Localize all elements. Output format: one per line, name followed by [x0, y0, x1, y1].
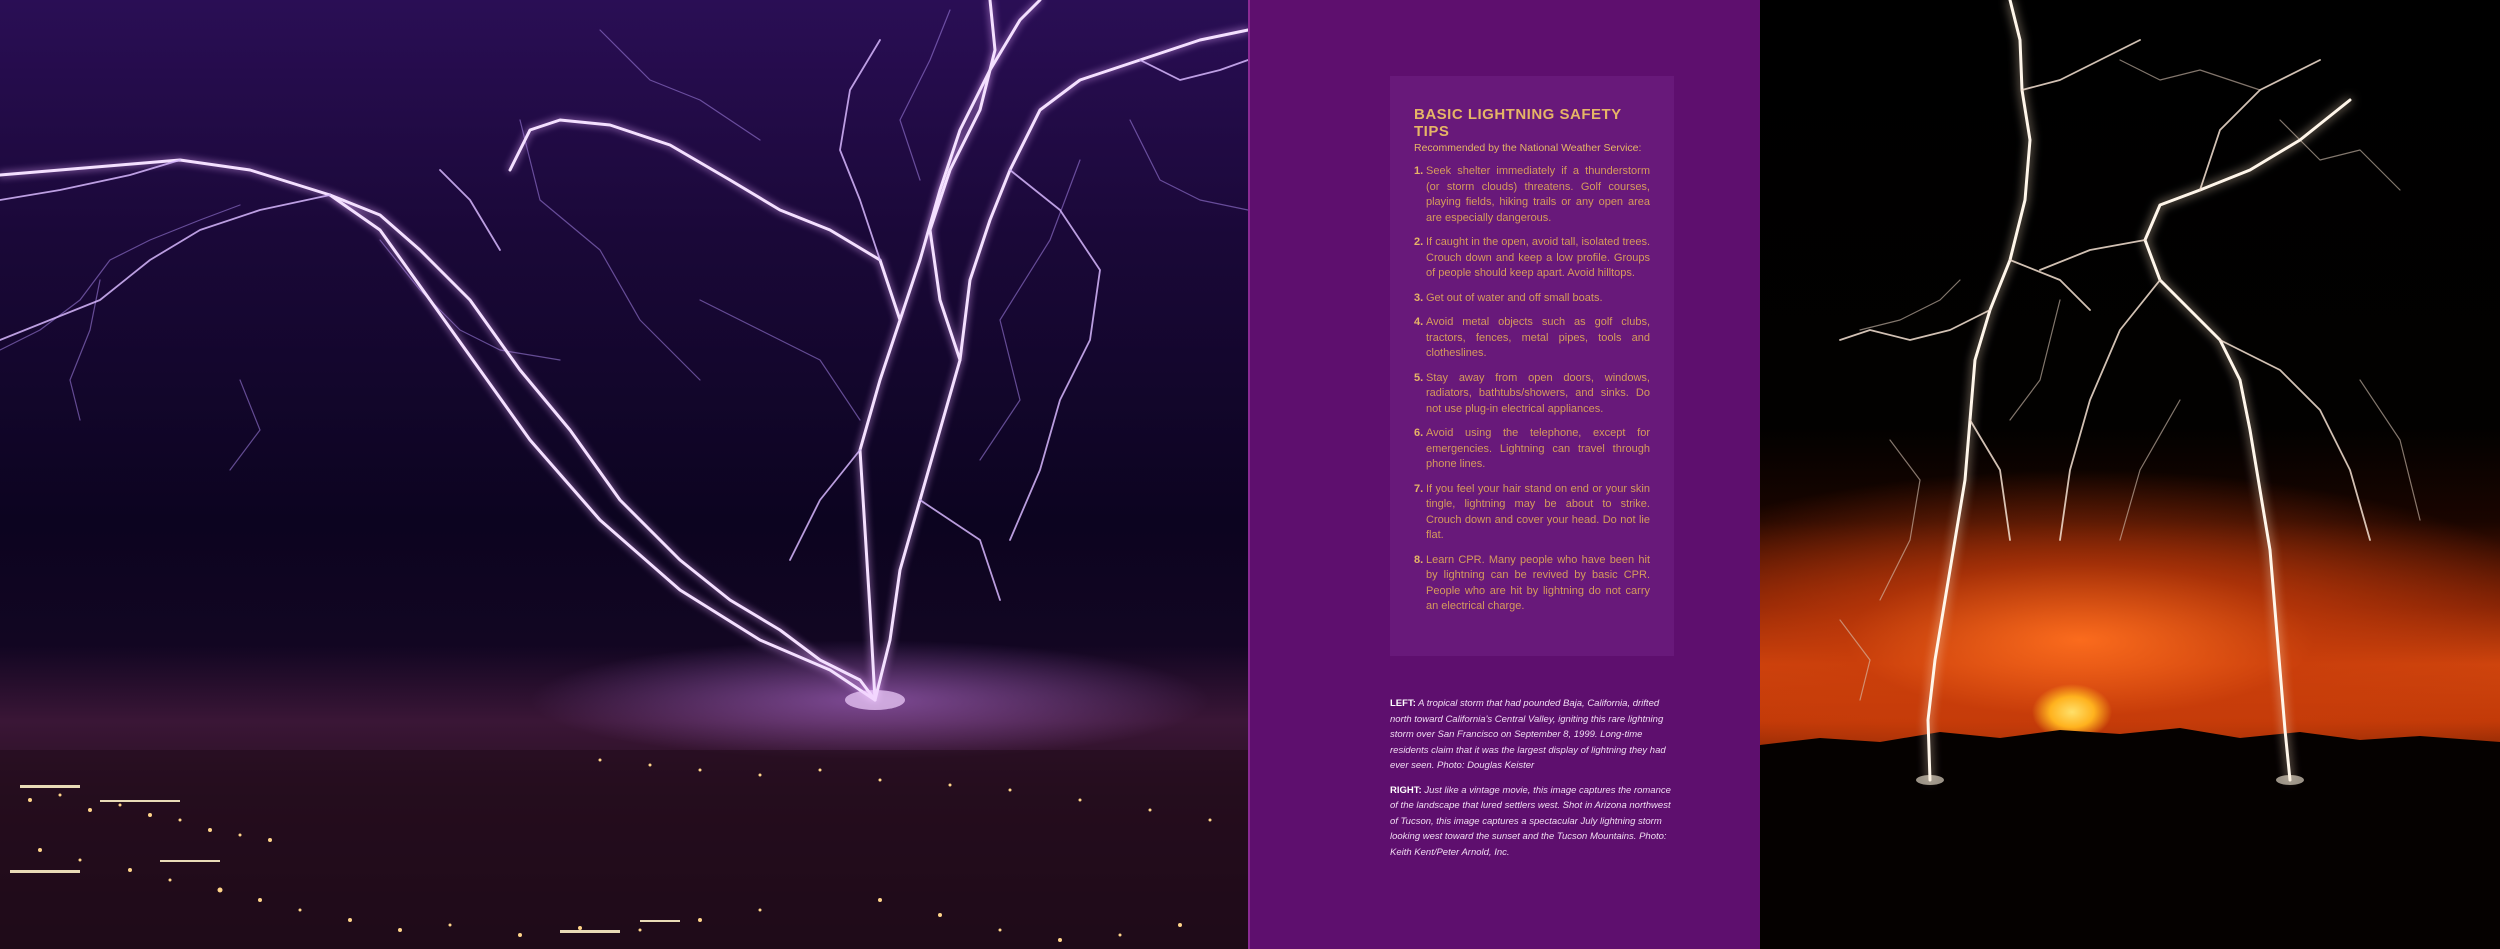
tip-text: Avoid using the telephone, except for emergencies. Lightning can travel through phone lines. [1426, 427, 1650, 470]
caption-left [1390, 696, 1672, 774]
tip-number: 8. [1414, 553, 1424, 566]
tip-text: If you feel your hair stand on end or your skin tingle, lightning may be about to strike. Crouch down and cover your head. Do not lie flat. [1426, 482, 1650, 541]
tip-text: Get out of water and off small boats. [1426, 291, 1603, 304]
bolt-center-up [875, 30, 1248, 700]
tip-text: If caught in the open, avoid tall, isolated trees. Crouch down and keep a low profile. Groups of people should keep apart. Avoid hilltops. [1426, 236, 1650, 279]
city-lights [0, 750, 1248, 949]
mountain-silhouette [1760, 728, 2500, 949]
left-photo-lightning-san-francisco [0, 0, 1248, 949]
tip-text: Avoid metal objects such as golf clubs, tractors, fences, metal pipes, tools and clotheslines. [1426, 316, 1650, 359]
bolt-right-left [1928, 0, 2030, 780]
bolt-top-right [900, 0, 1040, 320]
bolt-right-main [2145, 100, 2350, 780]
tip-number: 5. [1414, 371, 1424, 384]
tip-item-8 [1414, 553, 1650, 615]
bolt-left-main [0, 160, 875, 700]
caption-right-text: Just like a vintage movie, this image captures the romance of the landscape that lured settlers west. Shot in Arizona northwest of Tucson, this image captures a spectacular July lightning storm looking west toward the sunset and the Tucson Mountains. Photo: Keith Kent/Peter Arnold, Inc. [1390, 784, 1671, 858]
tip-text: Stay away from open doors, windows, radiators, bathtubs/showers, and sinks. Do not use plug-in electrical appliances. [1426, 371, 1650, 415]
tip-item-2 [1414, 235, 1650, 282]
tip-number: 1. [1414, 165, 1424, 177]
bolt-top-center [930, 0, 995, 360]
caption-left-text: A tropical storm that had pounded Baja, California, drifted north toward California's Central Valley, igniting this rare lightning storm over San Francisco on September 8, 1999. Long-time residents claim that it was the largest display of lightning they had ever seen. Photo: Douglas Keister [1390, 698, 1666, 771]
tip-item-5 [1414, 371, 1650, 418]
caption-right [1390, 783, 1672, 861]
tip-item-7 [1414, 482, 1650, 544]
tip-item-1 [1414, 164, 1650, 226]
tips-title: BASIC LIGHTNING SAFETY TIPS [1414, 106, 1622, 140]
caption-right-label: RIGHT: [1390, 784, 1422, 796]
tip-number: 6. [1414, 427, 1424, 439]
right-photo-lightning-sunset-arizona [1760, 0, 2500, 949]
tip-text: Seek shelter immediately if a thunderstorm (or storm clouds) threatens. Golf courses, playing fields, hiking trails or any open area are especially dangerous. [1426, 165, 1650, 224]
lightning-bolts-right [1760, 0, 2500, 949]
photo-captions [1390, 696, 1672, 869]
tip-item-6 [1414, 426, 1650, 473]
bolt-center-loop [510, 120, 900, 700]
safety-tips-box [1390, 76, 1674, 656]
tip-number: 4. [1414, 316, 1424, 328]
tip-item-4 [1414, 315, 1650, 362]
center-text-panel [1250, 0, 1760, 949]
tip-number: 2. [1414, 236, 1424, 248]
bolt-left-secondary [330, 195, 875, 700]
tip-number: 7. [1414, 482, 1424, 495]
lightning-bolts-left [0, 0, 1248, 949]
tip-text: Learn CPR. Many people who have been hit by lightning can be revived by basic CPR. People who are hit by lightning do not carry an electrical charge. [1426, 553, 1650, 612]
tip-number: 3. [1414, 291, 1424, 304]
tip-item-3 [1414, 291, 1650, 307]
tips-list [1414, 164, 1650, 615]
tips-subtitle: Recommended by the National Weather Service: [1414, 142, 1642, 154]
caption-left-label: LEFT: [1390, 698, 1416, 709]
